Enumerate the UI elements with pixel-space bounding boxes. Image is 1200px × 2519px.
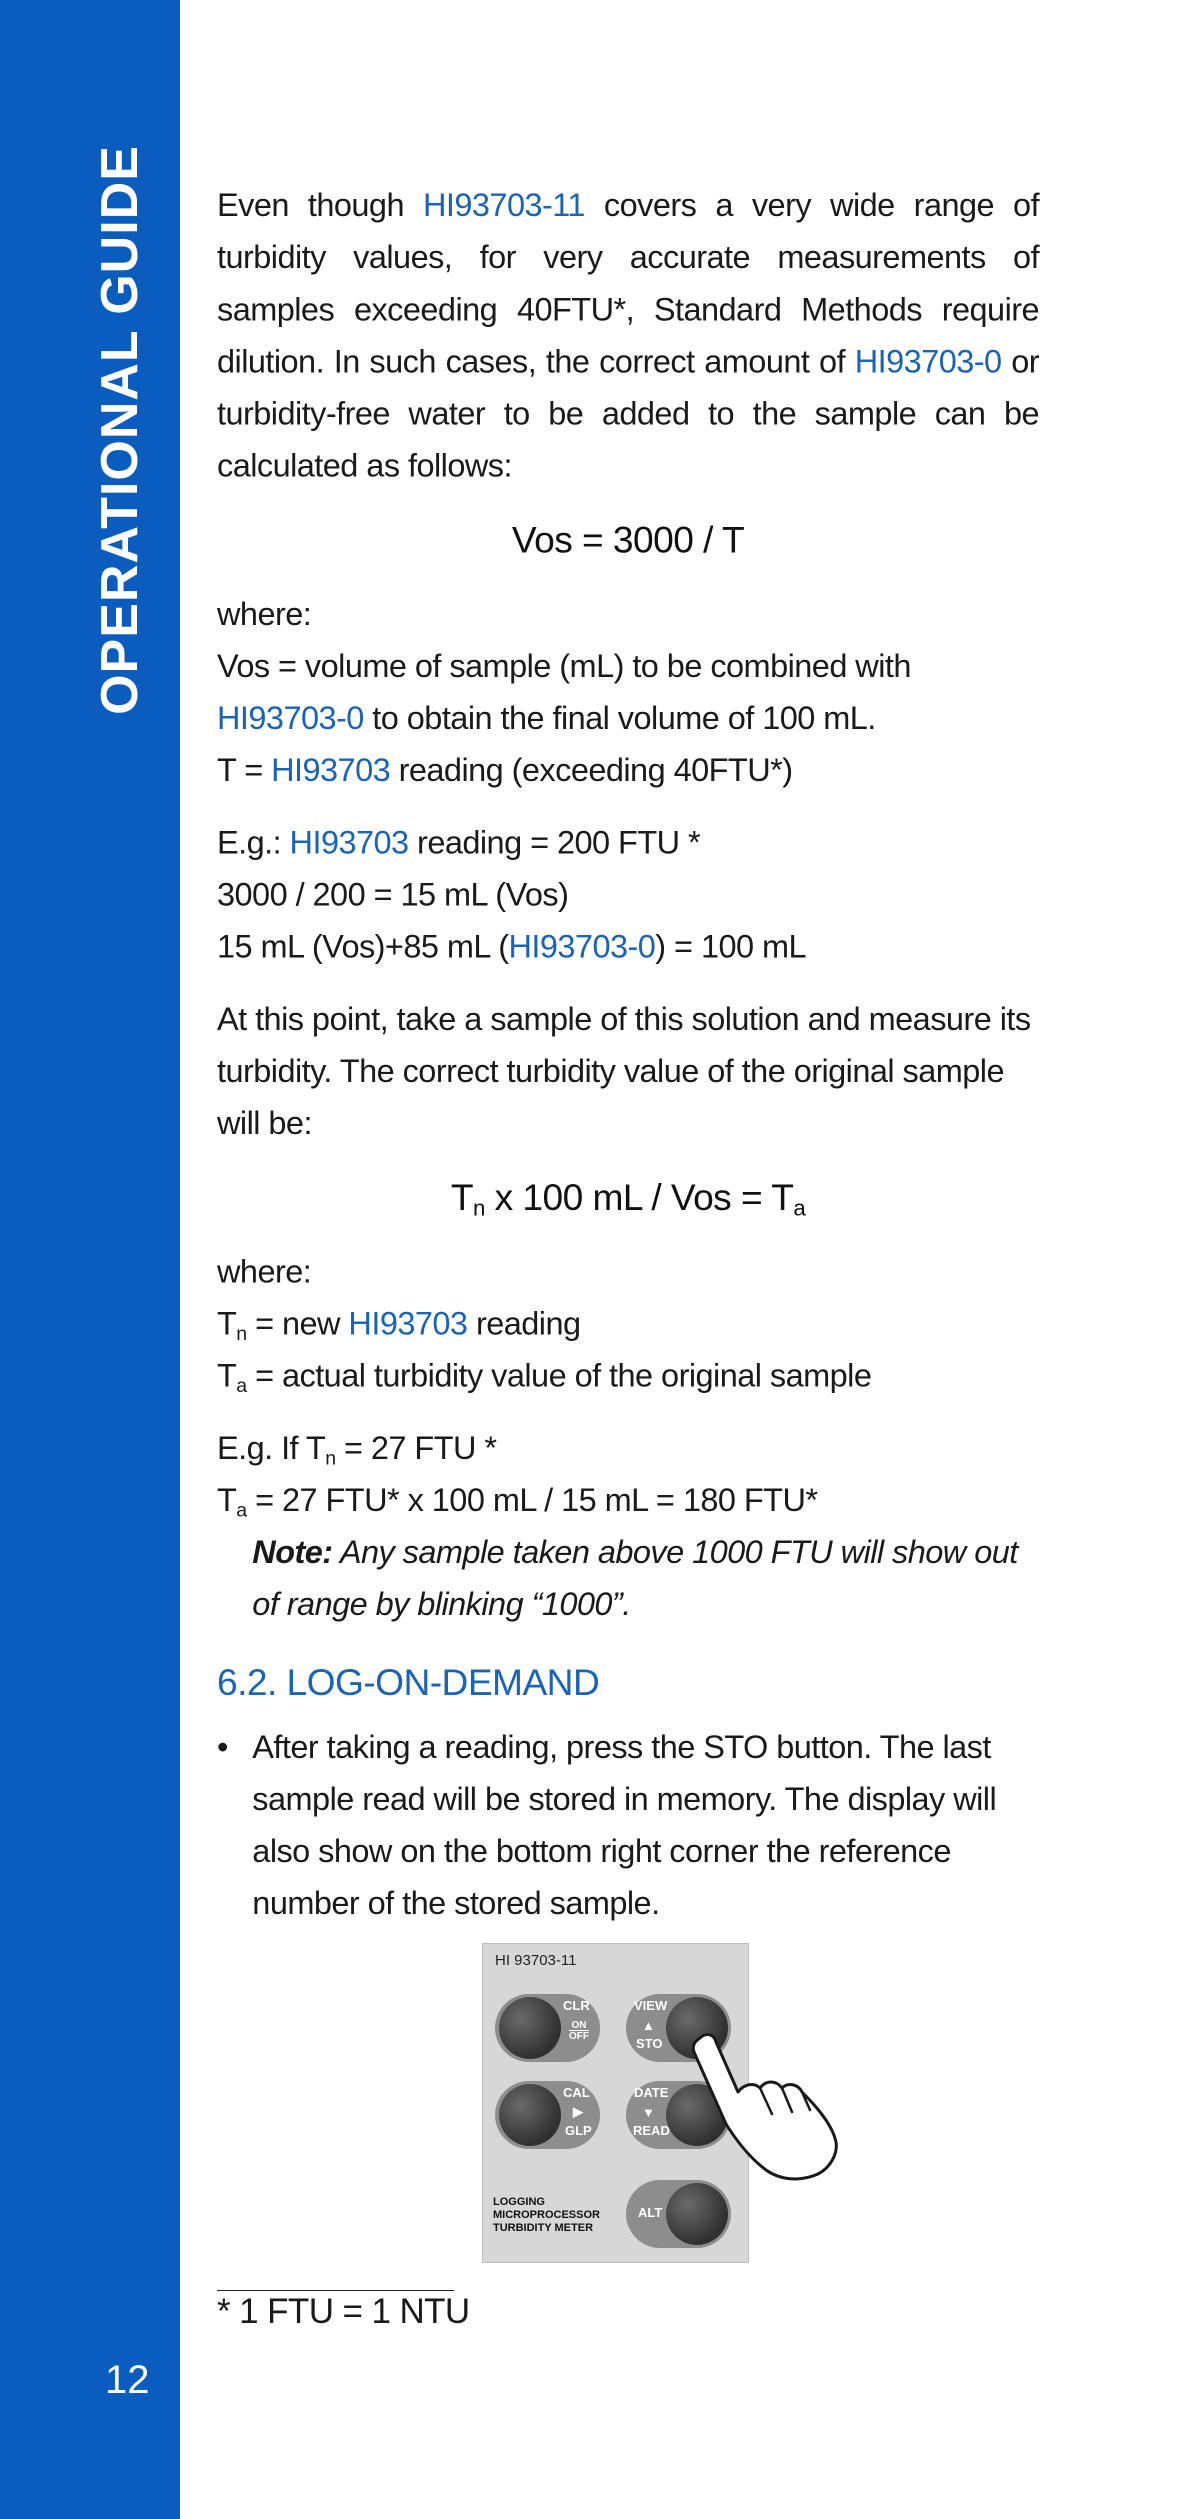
down-arrow-icon: ▼ [642,2105,655,2120]
formula-vos: Vos = 3000 / T [511,519,745,561]
section-heading: 6.2. LOG-ON-DEMAND [217,1662,600,1704]
alt-key: ALT [626,2180,731,2248]
keypad-title: HI 93703-11 [495,1952,577,1969]
product-link: HI93703-0 [217,700,364,737]
product-link: HI93703 [348,1305,468,1343]
sidebar-title: OPERATIONAL GUIDE [91,145,149,715]
cal-key: CAL ▶ GLP [495,2081,600,2149]
note-label: Note: [252,1534,333,1571]
product-link: HI93703-11 [422,187,585,224]
example-line: E.g.: HI93703 reading = 200 FTU * [217,824,701,861]
vos-definition: Vos = volume of sample (mL) to be combined with HI93703-0 to obtain the final volume of 100 mL. [217,648,911,737]
up-arrow-icon: ▲ [642,2018,655,2033]
intro-paragraph: Even though HI93703-11 covers a very wide range of turbidity values, for very accurate measurements of samples exceeding 40FTU*, Standard Methods require dilution. In such cases, the correct amount of HI93703-0 or turbidity-free water to be added to the sample can be calculated as follows: [217,187,1040,484]
where-label: where: [217,1253,312,1291]
tn-definition: $T_n$ = new HI93703 reading [217,1305,581,1345]
note: Note: Any sample taken above 1000 FTU will show out of range by blinking “1000”. [252,1534,1018,1623]
example-line: 15 mL (Vos)+85 mL (HI93703-0) = 100 mL [217,928,807,965]
product-link: HI93703 [289,824,409,861]
key-knob [666,2183,728,2245]
measurement-paragraph: At this point, take a sample of this solution and measure its turbidity. The correct turbidity value of the original sample will be: [217,1001,1031,1142]
where-label: where: [217,596,312,633]
bullet-text: After taking a reading, press the STO button. The last sample read will be stored in memory. The display will also show on the bottom right corner the reference number of the stored sample. [252,1729,997,1922]
sidebar [0,0,180,2519]
meter-brand-label: LOGGING MICROPROCESSOR TURBIDITY METER [493,2196,600,2234]
read-key: DATE ▼ READ [626,2081,731,2149]
product-link: HI93703-0 [854,343,1002,380]
key-knob [499,2084,561,2146]
bullet-icon: • [217,1729,228,1766]
product-link: HI93703 [271,752,391,789]
footnote: * 1 FTU = 1 NTU [217,2292,470,2331]
example-line: 3000 / 200 = 15 mL (Vos) [217,876,569,913]
clr-key: CLR ON $\overline{OFF}$ [495,1994,600,2062]
example-line: $T_a = 27$ FTU* x 100 mL / 15 mL = 180 FTU* [217,1482,818,1522]
example-line: E.g. If $T_n = 27$ FTU * [217,1430,497,1470]
t-definition: T = HI93703 reading (exceeding 40FTU*) [217,752,793,789]
sto-key: VIEW ▲ STO [626,1994,731,2062]
footnote-rule [217,2290,454,2291]
page-number: 12 [105,2358,150,2402]
ta-definition: $T_a$ = actual turbidity value of the original sample [217,1357,872,1397]
pointing-hand-icon [680,2030,850,2190]
product-link: HI93703-0 [508,928,656,965]
bullet-item [217,1722,1039,1930]
page-content [217,180,1039,1930]
formula-ta: $T_n$ x 100 mL / Vos = $T_a$ [450,1177,806,1222]
key-knob [499,1997,561,2059]
right-arrow-icon: ▶ [573,2104,583,2119]
